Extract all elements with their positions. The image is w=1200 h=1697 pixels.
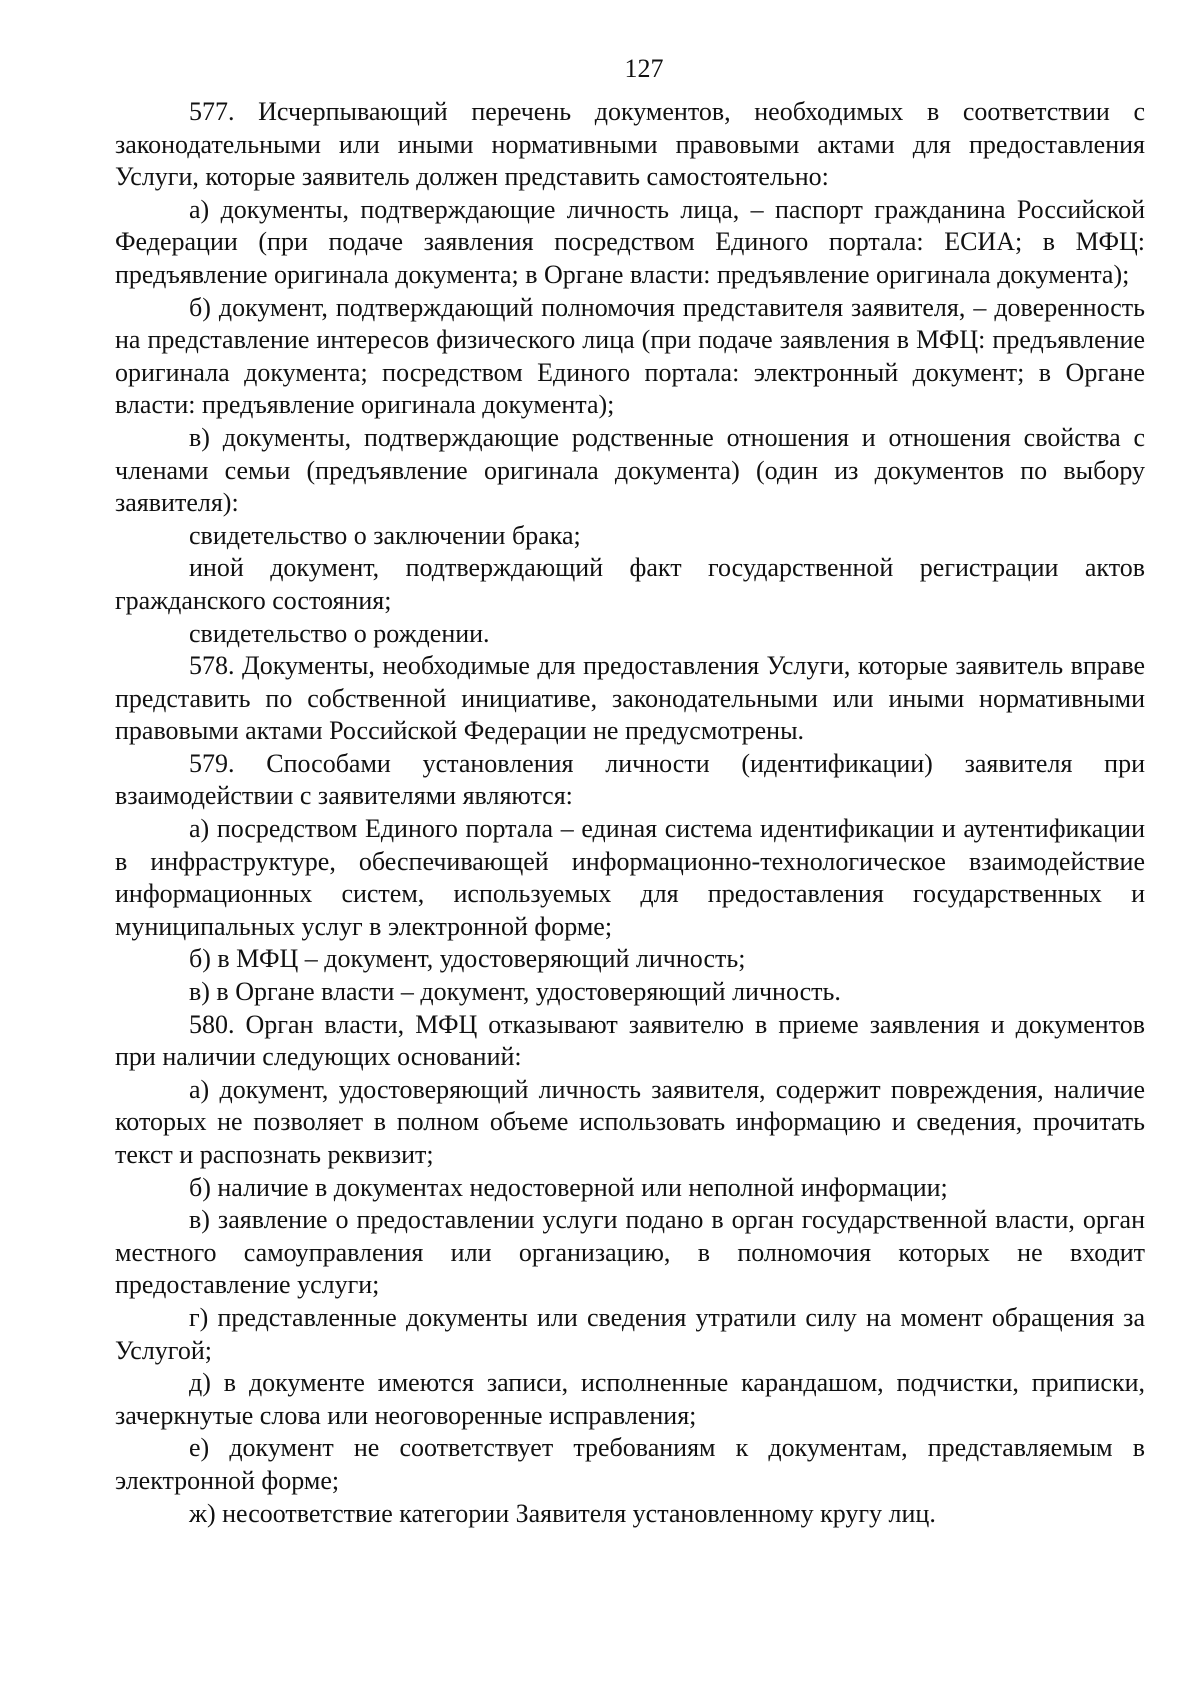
list-item-577-a: а) документы, подтверждающие личность лица, – паспорт гражданина Российской Федерации (при подаче заявления посредством Единого портала: ЕСИА; в МФЦ: предъявление оригинала документа; в Органе власти: предъявление оригинала документа); — [115, 194, 1145, 289]
paragraph-577: 577. Исчерпывающий перечень документов, необходимых в соответствии с законодательными или иными нормативными правовыми актами для предоставления Услуги, которые заявитель должен представить самостоятельно: — [115, 97, 1145, 192]
page-number: 127 — [624, 54, 664, 83]
list-item-577-v: в) документы, подтверждающие родственные отношения и отношения свойства с членами семьи (предъявление оригинала документа) (один из документов по выбору заявителя): — [115, 422, 1145, 518]
paragraph-579: 579. Способами установления личности (идентификации) заявителя при взаимодействии с заявителями являются: — [115, 748, 1145, 811]
list-item-marriage-certificate: свидетельство о заключении брака; — [189, 520, 581, 550]
paragraph-580: 580. Орган власти, МФЦ отказывают заявителю в приеме заявления и документов при наличии следующих оснований: — [115, 1009, 1145, 1072]
list-item-579-b: б) в МФЦ – документ, удостоверяющий личность; — [189, 944, 746, 974]
paragraph-578: 578. Документы, необходимые для предоставления Услуги, которые заявитель вправе представить по собственной инициативе, законодательными или иными нормативными правовыми актами Российской Федерации не предусмотрены. — [115, 651, 1145, 746]
list-item-577-b: б) документ, подтверждающий полномочия представителя заявителя, – доверенность на представление интересов физического лица (при подаче заявления в МФЦ: предъявление оригинала документа; посредством Единого портала: электронный документ; в Органе власти: предъявление оригинала документа); — [115, 292, 1145, 420]
document-body — [115, 96, 1145, 1530]
list-item-civil-status-document: иной документ, подтверждающий факт государственной регистрации актов гражданского состояния; — [115, 553, 1145, 615]
list-item-580-zh: ж) несоответствие категории Заявителя установленному кругу лиц. — [189, 1498, 936, 1528]
list-item-580-v: в) заявление о предоставлении услуги подано в орган государственной власти, орган местного самоуправления или организацию, в полномочия которых не входит предоставление услуги; — [115, 1205, 1145, 1300]
list-item-579-v: в) в Органе власти – документ, удостоверяющий личность. — [189, 977, 841, 1007]
list-item-580-d: д) в документе имеются записи, исполненные карандашом, подчистки, приписки, зачеркнутые слова или неоговоренные исправления; — [115, 1368, 1145, 1430]
list-item-579-a: а) посредством Единого портала – единая система идентификации и аутентификации в инфраструктуре, обеспечивающей информационно-технологическое взаимодействие информационных систем, используемых для предоставления государственных и муниципальных услуг в электронной форме; — [115, 814, 1145, 941]
list-item-580-a: а) документ, удостоверяющий личность заявителя, содержит повреждения, наличие которых не позволяет в полном объеме использовать информацию и сведения, прочитать текст и распознать реквизит; — [115, 1074, 1145, 1169]
list-item-580-b: б) наличие в документах недостоверной или неполной информации; — [189, 1172, 948, 1202]
list-item-birth-certificate: свидетельство о рождении. — [189, 618, 490, 648]
list-item-580-e: е) документ не соответствует требованиям к документам, представляемым в электронной форме; — [115, 1433, 1145, 1495]
list-item-580-g: г) представленные документы или сведения утратили силу на момент обращения за Услугой; — [115, 1302, 1145, 1365]
